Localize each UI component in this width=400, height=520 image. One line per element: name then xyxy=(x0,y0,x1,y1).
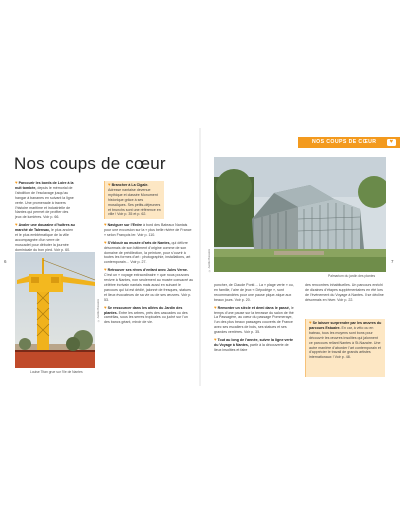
heart-icon: ♥ xyxy=(214,337,217,343)
crane-illustration xyxy=(15,252,95,368)
col2-item-3: ♥Se ressourcer dans les allées du Jardin des plantes. Entre les arbres, près des cascades ou des camélias, sous les serres tropicales ou juché sur l’un des bancs géant, miroir de vie. xyxy=(104,304,188,325)
photo-credit-left: © Aurélie Boissière xyxy=(97,298,100,322)
greenhouse-illustration xyxy=(214,157,386,272)
col2-item-1: ♥S’éblouir au musée d’arts de Nantes, qui délivre désormais de son bâtiment d’origine comme de son domaine de prédilection, la peinture, pour s’ouvrir à toutes les formes d’art : photographie, installations, art contemporain… Voir p. 27. xyxy=(104,239,191,265)
heart-icon: ♥ xyxy=(387,139,396,146)
heart-icon: ♥ xyxy=(104,222,107,227)
book-gutter xyxy=(199,128,201,386)
page-number-left: 6 xyxy=(4,259,7,264)
section-banner xyxy=(298,137,400,148)
page-title: Nos coups de cœur xyxy=(14,154,166,173)
heart-icon: ♥ xyxy=(108,182,111,187)
column-4 xyxy=(305,283,387,303)
info-box-estuaire: ♥Se laisser surprendre par les œuvres du parcours Estuaire. En car, à vélo ou en bateau, tous les moyens sont bons pour découvrir les œuvres insolites qui jalonnent ce parcours reliant Nantes à St-Nazaire. Une autre manière d’aborder l’art contemporain et d’apprécier le travail de grands artistes internationaux ! Voir p. 48. xyxy=(305,319,385,377)
heart-icon: ♥ xyxy=(104,304,107,310)
heart-icon: ♥ xyxy=(15,222,18,228)
photo-credit-right: © Aurélie Boissière xyxy=(208,248,211,272)
heart-icon: ♥ xyxy=(104,267,107,273)
col2-item-0: ♥Naviguer sur l’Erdre à bord des Bateaux Nantais pour une excursion sur la « plus belle rivière de France » selon François Ier. Voir p. 110. xyxy=(104,222,192,237)
col2-item-2: ♥Retrouver ses rêves d’enfant avec Jules Verne. C’est un « voyage extraordinaire » que nous pouvons revivre à Nantes, non seulement au musée consacré au célèbre écrivain nantais mais aussi en suivant le parcours qui lui est dédié, jalonné de fresques, statues et lieux évocateurs de sa vie ou de ses œuvres. Voir p. 53. xyxy=(104,267,194,302)
col4-item-0: des rencontres inhabituelles. Un parcours enrichi de dizaines d’étapes supplémentaires en été lors de l’événement du Voyage à Nantes. Il se décline désormais en hiver. Voir p. 22. xyxy=(305,283,384,302)
col3-item-0: poncher, de Claude Ponti… La « plage verte » ou, en famille, l’aire de jeux « Dépodège », sont recommandées pour une pause pique-nique aux beaux jours. Voir p. 20. xyxy=(214,283,294,302)
heart-icon: ♥ xyxy=(104,239,107,245)
info-box-cigale: ♥Brancher à La Cigale. Adresse nantaise devenue mythique et classée Monument historique grâce à ses mosaïques. Ses petits-déjeuners et brunchs sont une référence en ville ! Voir p. 35 et p. 62. xyxy=(104,181,164,219)
column-3 xyxy=(214,283,296,353)
col1-item-1: ♥Avaler une douzaine d’huîtres au marché de Talensac, le plus ancien et le plus emblématique de la ville accompagnée d’un verre de muscadet pour débuter la journée dominicale du bon pied. Voir p. 60. xyxy=(15,222,75,252)
column-2 xyxy=(104,223,194,325)
col1-item-0: ♥Parcourir les bords de Loire à la nuit tombée, depuis le mémorial de l’abolition de l’esclavage jusqu’au hangar à bananes en suivant la ligne verte. Une promenade à travers l’histoire maritime et industrielle de Nantes qui permet de profiter des jeux de lumières. Voir p. 66. xyxy=(15,180,74,220)
banner-label: NOS COUPS DE CŒUR xyxy=(312,139,377,145)
col3-item-2: ♥Tout au long de l’année, suivre la ligne verte du Voyage à Nantes, partir à la découverte de lieux insolites et faire xyxy=(214,337,294,352)
photo-caption-right: Palmarium du jardin des plantes xyxy=(328,274,376,278)
heart-icon: ♥ xyxy=(214,304,217,310)
photo-caption-left: Louise Titan grue sur l’île de Nantes xyxy=(30,370,83,374)
heart-icon: ♥ xyxy=(15,180,18,185)
photo-palmarium xyxy=(214,157,386,272)
column-1 xyxy=(15,181,75,253)
heart-icon: ♥ xyxy=(309,320,312,325)
col3-item-1: ♥Remonter un siècle et demi dans le passé, le temps d’une pause sur la terrasse du salon de thé La Passagère, au cœur du passage Pommeraye, l’un des plus beaux passages couverts de France avec ses escaliers de bois, ses statues et ses grandes verrières. Voir p. 35. xyxy=(214,304,294,335)
page-number-right: 7 xyxy=(391,259,394,264)
photo-titan-crane xyxy=(15,252,95,368)
